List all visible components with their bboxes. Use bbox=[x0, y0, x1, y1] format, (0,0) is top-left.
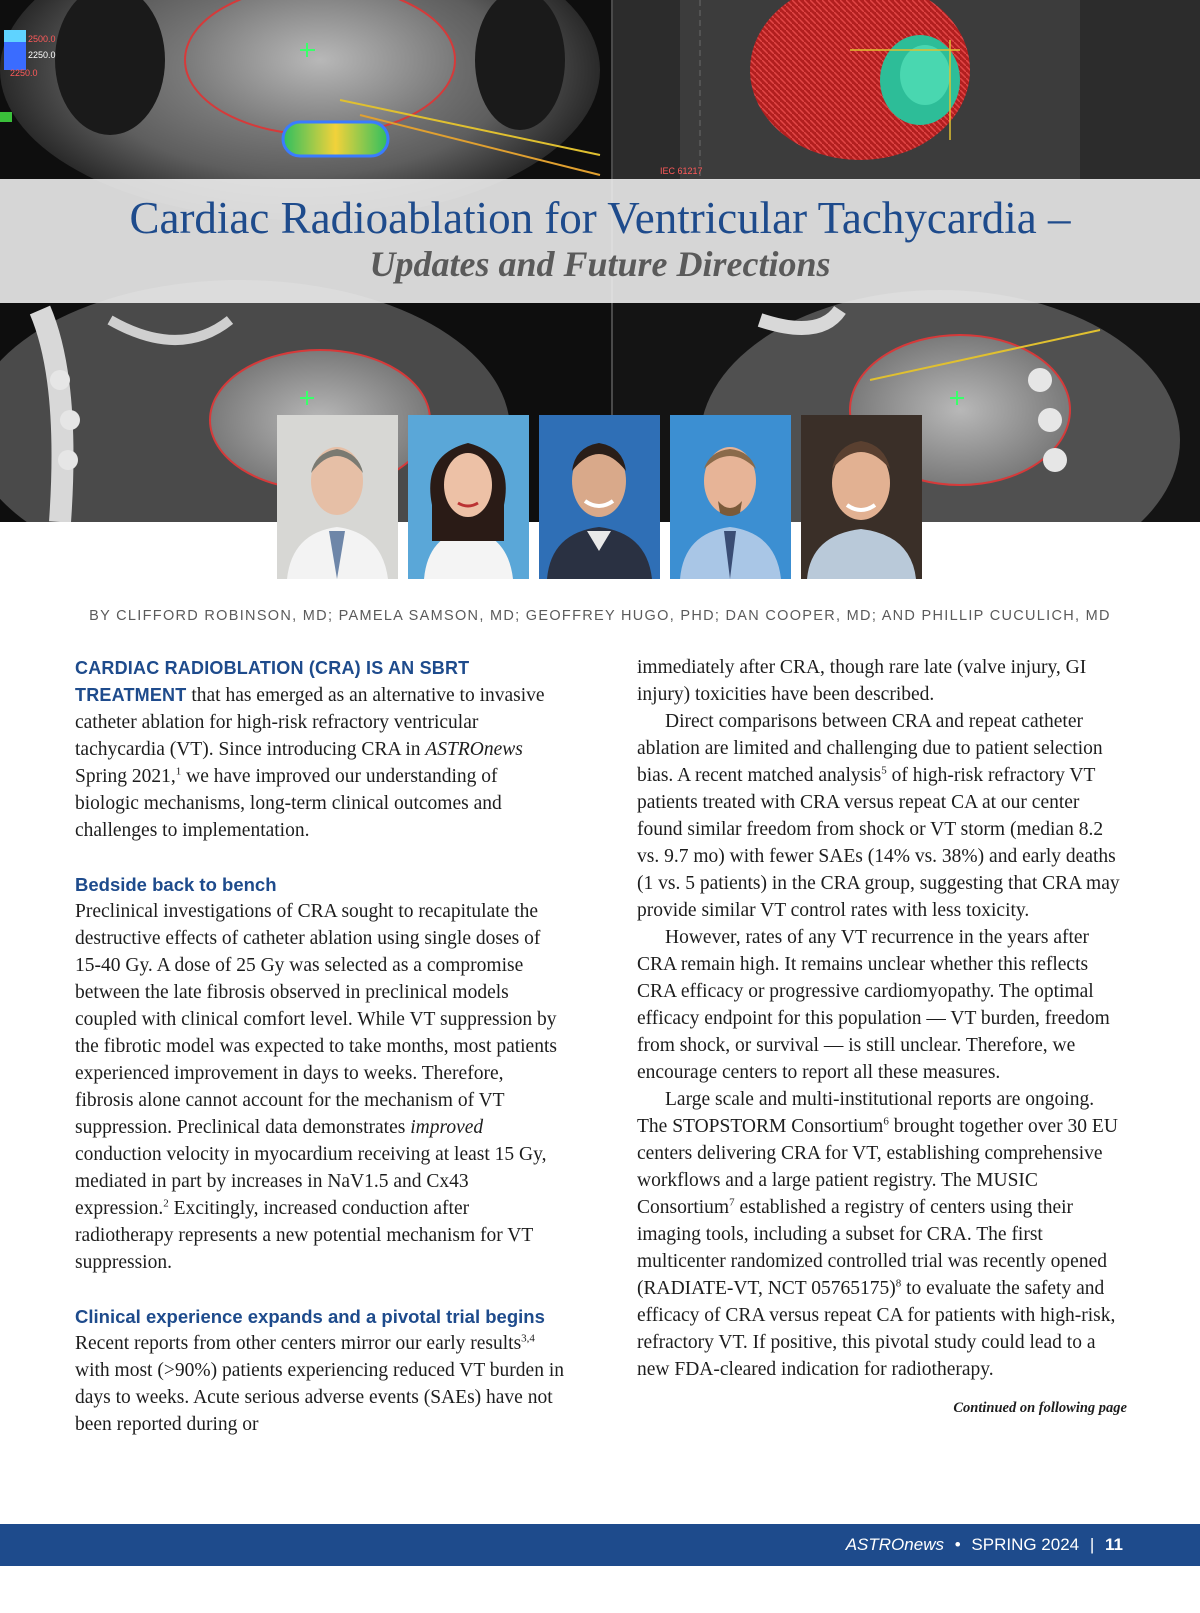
title-band bbox=[0, 179, 1200, 303]
comparison-text-2: of high-risk refractory VT patients treated with CRA versus repeat CA at our center found similar freedom from shock or VT storm (median 8.2 vs. 9.7 mo) with fewer SAEs (14% vs. 38%) and early deaths (1 vs. 5 patients) in the CRA group, suggesting that CRA may provide similar VT control rates with less toxicity. bbox=[637, 765, 1120, 921]
intro-paragraph bbox=[75, 655, 565, 844]
continuation-paragraph: immediately after CRA, though rare late (valve injury, GI injury) toxicities have been described. bbox=[637, 657, 1087, 705]
bedside-text-1: Preclinical investigations of CRA sought to recapitulate the destructive effects of catheter ablation using single doses of 15-40 Gy. A dose of 25 Gy was selected as a compromise between the late fibrosis observed in preclinical models coupled with clinical comfort level. While VT suppression by the fibrotic model was expected to take months, most patients experienced improvement in days to weeks. Therefore, fibrosis alone cannot account for the mechanism of VT suppression. Preclinical data demonstrates bbox=[75, 901, 557, 1138]
author-photo-3 bbox=[539, 415, 660, 579]
consortium-paragraph bbox=[637, 1086, 1127, 1383]
reference-8: 8 bbox=[895, 1277, 902, 1290]
comparison-paragraph bbox=[637, 708, 1127, 924]
reference-2: 2 bbox=[163, 1197, 169, 1210]
author-photo-2 bbox=[408, 415, 529, 579]
continued-link[interactable]: Continued on following page bbox=[953, 1400, 1127, 1416]
footer-divider: | bbox=[1089, 1535, 1095, 1554]
orientation-label: IEC 61217 bbox=[660, 166, 703, 176]
reference-5: 5 bbox=[881, 764, 887, 777]
author-photos bbox=[277, 415, 922, 579]
consortium-text-4: to evaluate the safety and efficacy of CRA versus repeat CA for patients with high-risk, refractory VT. If positive, this pivotal study could lead to a new FDA-cleared indication for radiotherapy. bbox=[637, 1278, 1116, 1380]
intro-text-2: Spring 2021, bbox=[75, 766, 176, 787]
article-title: Cardiac Radioablation for Ventricular Tachycardia – bbox=[129, 193, 1071, 243]
clinical-paragraph bbox=[75, 1330, 565, 1438]
bedside-text-3: Excitingly, increased conduction after radiotherapy represents a new potential mechanism for VT suppression. bbox=[75, 1198, 533, 1273]
footer-folio bbox=[846, 1535, 1123, 1555]
lead-in: CARDIAC RADIOBLATION (CRA) IS AN SBRT TREATMENT bbox=[75, 658, 470, 705]
comparison-text-1: Direct comparisons between CRA and repeat catheter ablation are limited and challenging due to patient selection bias. A recent matched analysis bbox=[637, 711, 1103, 786]
reference-6: 6 bbox=[883, 1115, 889, 1128]
footer-bullet: • bbox=[954, 1535, 961, 1554]
section-heading-bedside: Bedside back to bench bbox=[75, 874, 277, 895]
footer-publication: ASTROnews bbox=[845, 1535, 944, 1554]
clinical-text-2: with most (>90%) patients experiencing reduced VT burden in days to weeks. Acute serious adverse events (SAEs) have not been reported during or bbox=[75, 1360, 564, 1435]
reference-7: 7 bbox=[729, 1196, 735, 1209]
publication-name: ASTROnews bbox=[425, 739, 523, 760]
emphasis-improved: improved bbox=[410, 1117, 484, 1138]
clinical-text-1: Recent reports from other centers mirror our early results bbox=[75, 1333, 522, 1354]
reference-3-4: 3,4 bbox=[521, 1332, 535, 1345]
bedside-paragraph bbox=[75, 898, 565, 1276]
author-photo-5 bbox=[801, 415, 922, 579]
consortium-text-1: Large scale and multi-institutional reports are ongoing. The STOPSTORM Consortium bbox=[637, 1089, 1095, 1137]
left-column bbox=[75, 655, 565, 1438]
author-photo-1 bbox=[277, 415, 398, 579]
article-subtitle: Updates and Future Directions bbox=[369, 244, 831, 284]
page-footer bbox=[0, 1524, 1200, 1566]
intro-text-3: we have improved our understanding of biologic mechanisms, long-term clinical outcomes and challenges to implementation. bbox=[75, 766, 502, 841]
reference-1: 1 bbox=[175, 765, 182, 778]
right-column bbox=[637, 654, 1127, 1422]
bedside-text-2: conduction velocity in myocardium receiving at least 15 Gy, mediated in part by increases in NaV1.5 and Cx43 expression. bbox=[75, 1144, 547, 1219]
footer-issue: SPRING 2024 bbox=[971, 1535, 1080, 1554]
byline: BY CLIFFORD ROBINSON, MD; PAMELA SAMSON, MD; GEOFFREY HUGO, PHD; DAN COOPER, MD; AND PHILLIP CUCULICH, MD bbox=[89, 608, 1111, 624]
author-photo-4 bbox=[670, 415, 791, 579]
consortium-text-2: brought together over 30 EU centers delivering CRA for VT, establishing comprehensive workflows and a large patient registry. The MUSIC Consortium bbox=[637, 1116, 1118, 1218]
dose-scale-label-1: 2500.0 bbox=[28, 34, 56, 44]
consortium-text-3: established a registry of centers using their imaging tools, including a subset for CRA. The first multicenter randomized controlled trial was recently opened (RADIATE-VT, NCT 05765175) bbox=[637, 1197, 1107, 1299]
recurrence-paragraph: However, rates of any VT recurrence in the years after CRA remain high. It remains unclear whether this reflects CRA efficacy or progressive cardiomyopathy. The optimal efficacy endpoint for this population — VT burden, freedom from shock, or survival — is still unclear. Therefore, we encourage centers to report all these measures. bbox=[637, 927, 1110, 1083]
dose-scale-label-3: 2250.0 bbox=[10, 68, 38, 78]
dose-scale-label-2: 2250.0 bbox=[28, 50, 56, 60]
page-number: 11 bbox=[1105, 1535, 1123, 1554]
section-heading-clinical: Clinical experience expands and a pivotal trial begins bbox=[75, 1306, 545, 1327]
intro-text-1: that has emerged as an alternative to invasive catheter ablation for high-risk refractory ventricular tachycardia (VT). Since introducing CRA in bbox=[75, 685, 545, 760]
